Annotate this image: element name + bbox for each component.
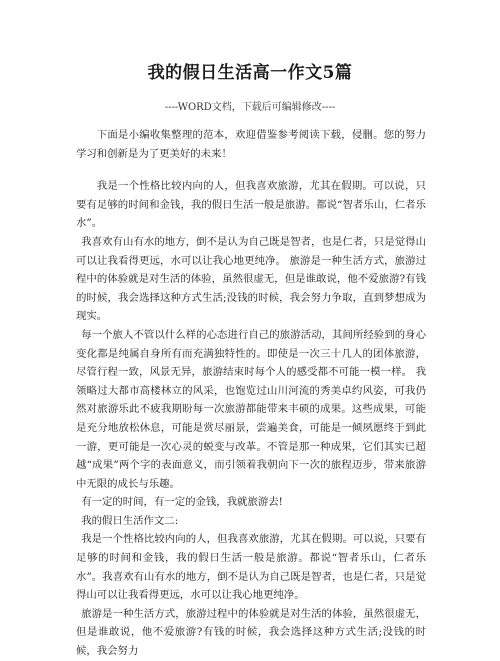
body-paragraph: 我是一个性格比较内向的人，但我喜欢旅游，尤其在假期。可以说，只要有足够的时间和金钱，我的假日生活一般是旅游。都说“智者乐山，仁者乐水”。: [76, 180, 426, 230]
body-paragraph: 每一个旅人不管以什么样的心态进行自己的旅游活动，其间所经验到的身心变化都是纯属自身所有而充满独特性的。即使是一次三十几人的团体旅游，尽管行程一致，风景无异，旅游结束时每个人的感受都不可能一模一样。 我领略过大都市高楼林立的风采，也饱览过山川河流的秀美卓约风姿，可我仍然对旅游乐此不疲我期盼每一次旅游都能带来丰硕的成果。这些成果，可能是充分地放松休息，可能是赏尽丽景，尝遍美食，可能是一倾夙愿终于到此一游，更可能是一次心灵的蜕变与改革。不管是那一种成果，它们其实已超越“成果”两个字的表面意义，而引领着我朝向下一次的旅程迈步，带来旅游中无限的成长与乐趣。: [76, 328, 426, 490]
body-paragraph: 旅游是一种生活方式，旅游过程中的体验就是对生活的体验，虽然很虚无，但是谁敢说，他不爱旅游?有钱的时候，我会选择这种方式生活;没钱的时候，我会努力: [76, 607, 426, 658]
spacer: [76, 163, 426, 177]
document-body: [76, 126, 426, 661]
body-paragraph: 有一定的时间，有一定的金钱，我就旅游去!: [81, 496, 283, 509]
section-heading: 我的假日生活作文二:: [81, 514, 179, 527]
document-title: 我的假日生活高一作文5篇: [147, 63, 353, 83]
document-subtitle: ----WORD文档，下载后可编辑修改----: [164, 102, 336, 113]
body-paragraph: 我喜欢有山有水的地方，倒不是认为自己既是智者，也是仁者，只是觉得山可以让我看得更远，水可以让我心地更纯净。 旅游是一种生活方式，旅游过程中的体验就是对生活的体验，虽然很虚无，但是谁敢说，他不爱旅游?有钱的时候，我会选择这种方式生活;没钱的时候，我会努力争取，直到梦想成为现实。: [76, 235, 426, 323]
intro-paragraph: 下面是小编收集整理的范本，欢迎借鉴参考阅读下载，侵删。您的努力学习和创新是为了更美好的未来！: [76, 129, 426, 160]
body-paragraph: 我是一个性格比较内向的人，但我喜欢旅游，尤其在假期。可以说，只要有足够的时间和金钱，我的假日生活一般是旅游。都说“智者乐山，仁者乐水”。我喜欢有山有水的地方，倒不是认为自己既是智者，也是仁者，只是觉得山可以让我看得更远，水可以让我心地更纯净。: [76, 533, 426, 602]
